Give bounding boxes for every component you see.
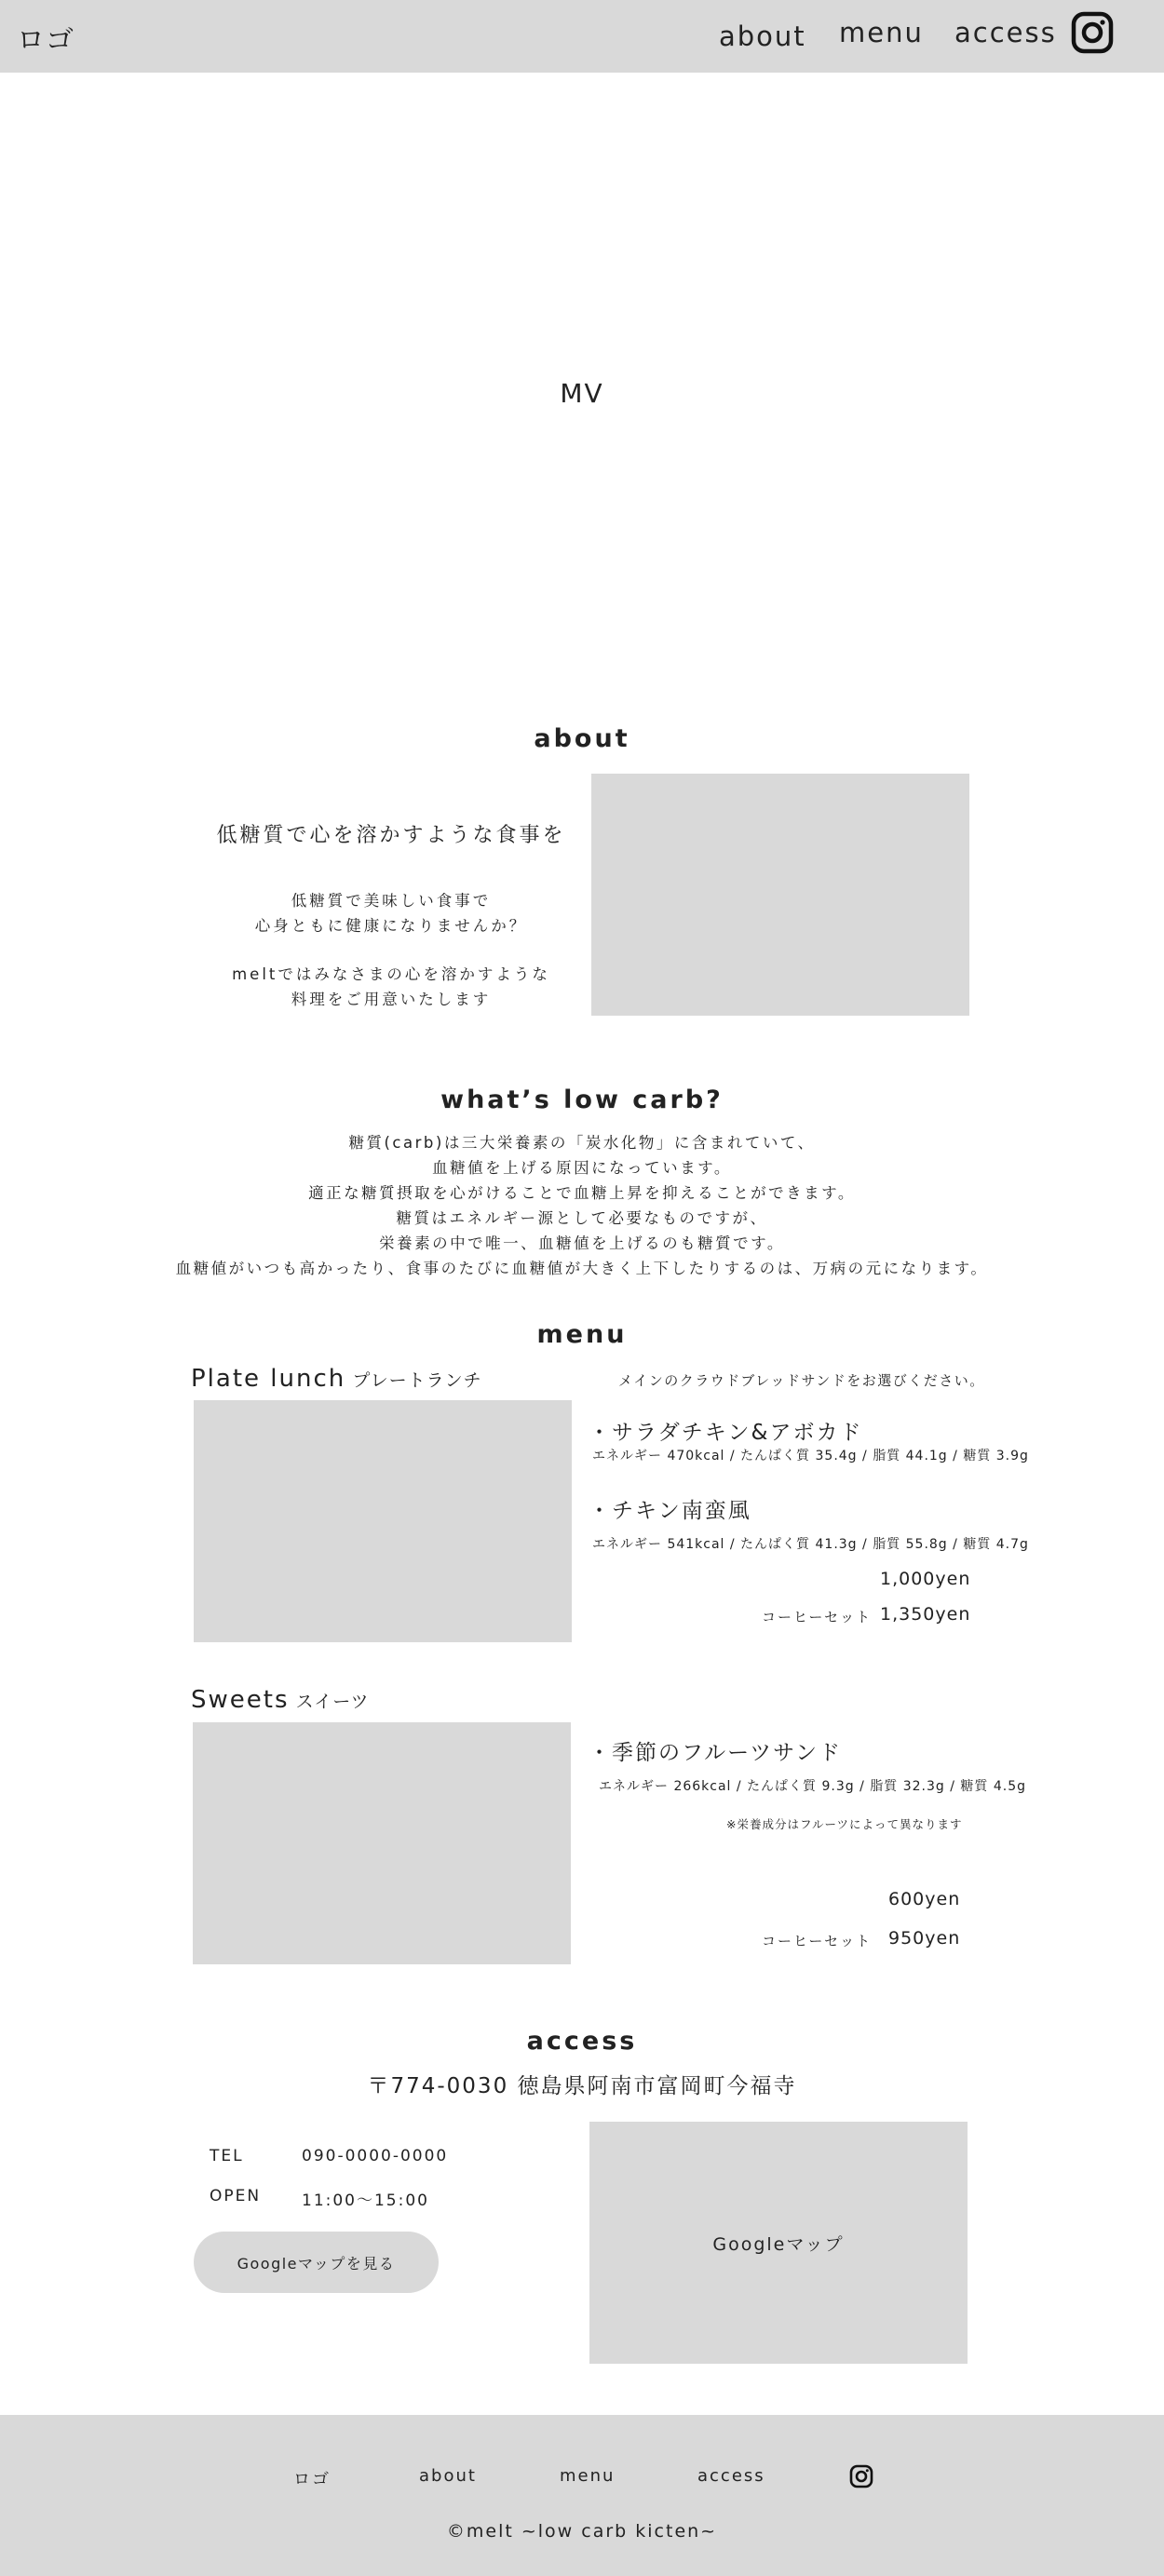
sweets-coffee-set-price: 950yen <box>888 1928 961 1949</box>
plate-lunch-price: 1,000yen <box>880 1569 971 1589</box>
plate-coffee-set-label: コーヒーセット <box>762 1609 873 1625</box>
about-catchphrase: 低糖質で心を溶かすような食事を <box>216 824 566 847</box>
menu-section-title: menu <box>536 1320 628 1349</box>
footer-about-link[interactable]: about <box>419 2466 477 2486</box>
low-carb-line: 適正な糖質摂取を心がけることで血糖上昇を抑えることができます。 <box>308 1184 856 1202</box>
about-section-title: about <box>534 724 630 753</box>
footer-logo[interactable]: ロゴ <box>293 2470 331 2489</box>
low-carb-line: 血糖値を上げる原因になっています。 <box>432 1159 732 1177</box>
header-logo[interactable]: ロゴ <box>17 24 74 57</box>
about-text-line: 料理をご用意いたします <box>291 991 492 1008</box>
low-carb-line: 血糖値がいつも高かったり、食事のたびに血糖値が大きく上下したりするのは、万病の元になります。 <box>175 1260 989 1277</box>
sweets-nutrition-note: ※栄養成分はフルーツによって異なります <box>726 1817 963 1831</box>
plate-lunch-note: メインのクラウドブレッドサンドをお選びください。 <box>618 1372 985 1389</box>
footer-menu-link[interactable]: menu <box>560 2466 616 2486</box>
low-carb-description <box>0 1130 1164 1281</box>
low-carb-line: 糖質はエネルギー源として必要なものですが、 <box>396 1209 768 1227</box>
google-map-label: Googleマップ <box>712 2233 845 2255</box>
plate-lunch-title: Plate lunch <box>191 1365 346 1393</box>
google-map-button[interactable]: Googleマップを見る <box>194 2232 439 2293</box>
nav-menu-link[interactable]: menu <box>839 17 924 48</box>
about-text-line: 低糖質で美味しい食事で <box>291 892 492 910</box>
tel-value: 090-0000-0000 <box>302 2147 449 2165</box>
plate-lunch-subtitle: プレートランチ <box>352 1370 482 1391</box>
sweets-item-name: ・季節のフルーツサンド <box>589 1741 843 1765</box>
site-footer <box>0 2415 1164 2576</box>
plate-lunch-image-placeholder <box>194 1400 572 1642</box>
about-text-block-1 <box>186 888 596 938</box>
sweets-title: Sweets <box>191 1686 290 1714</box>
about-text-line: meltではみなさまの心を溶かすような <box>232 965 550 983</box>
sweets-subtitle: スイーツ <box>295 1692 370 1712</box>
footer-access-link[interactable]: access <box>697 2466 765 2486</box>
plate-item-nutrition: エネルギー 541kcal / たんぱく質 41.3g / 脂質 55.8g / 糖質 4.7g <box>592 1537 1029 1552</box>
about-text-block-2 <box>186 962 596 1012</box>
open-label: OPEN <box>210 2187 262 2205</box>
instagram-icon[interactable] <box>849 2464 873 2488</box>
low-carb-section-title: what’s low carb? <box>440 1086 724 1114</box>
low-carb-line: 糖質(carb)は三大栄養素の「炭水化物」に含まれていて、 <box>348 1134 816 1152</box>
low-carb-line: 栄養素の中で唯一、血糖値を上げるのも糖質です。 <box>379 1234 785 1252</box>
sweets-item-nutrition: エネルギー 266kcal / たんぱく質 9.3g / 脂質 32.3g / 糖質 4.5g <box>599 1779 1027 1794</box>
sweets-image-placeholder <box>193 1722 571 1964</box>
nav-access-link[interactable]: access <box>954 17 1057 48</box>
plate-coffee-set-price: 1,350yen <box>880 1604 971 1625</box>
sweets-coffee-set-label: コーヒーセット <box>762 1933 873 1949</box>
plate-item-name: ・チキン南蛮風 <box>589 1499 751 1523</box>
main-visual-placeholder: MV <box>560 378 604 409</box>
sweets-heading <box>191 1686 369 1714</box>
plate-item-name: ・サラダチキン&アボカド <box>589 1421 863 1445</box>
instagram-icon[interactable] <box>1071 11 1114 54</box>
tel-label: TEL <box>210 2147 244 2165</box>
about-text-line: 心身ともに健康になりませんか？ <box>254 917 528 935</box>
open-hours-value: 11:00〜15:00 <box>302 2192 429 2210</box>
access-address: 〒774-0030 徳島県阿南市富岡町今福寺 <box>367 2074 797 2098</box>
plate-lunch-heading <box>191 1365 482 1393</box>
nav-about-link[interactable]: about <box>719 20 806 52</box>
copyright: ©melt ~low carb kicten~ <box>446 2521 718 2542</box>
access-section-title: access <box>526 2027 638 2056</box>
plate-item-nutrition: エネルギー 470kcal / たんぱく質 35.4g / 脂質 44.1g / 糖質 3.9g <box>592 1449 1029 1463</box>
about-image-placeholder <box>591 774 969 1016</box>
sweets-price: 600yen <box>888 1889 961 1909</box>
google-map-embed[interactable] <box>589 2122 968 2364</box>
